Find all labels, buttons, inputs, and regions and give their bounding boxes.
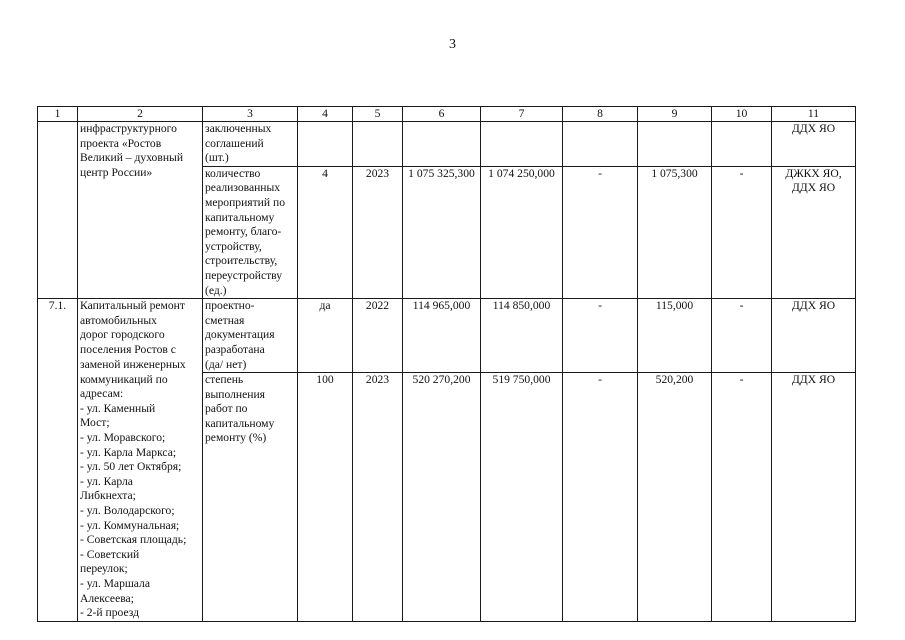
indicator-cell: проектно- сметная документация разработана (да/ нет)	[203, 299, 298, 373]
column-header: 5	[353, 107, 403, 122]
column-header: 1	[38, 107, 78, 122]
federal-cell: 519 750,000	[481, 373, 563, 622]
local-cell: 520,200	[638, 373, 712, 622]
column-header: 9	[638, 107, 712, 122]
item-name-cell: инфраструктурного проекта «Ростов Великий – духовный центр России»	[78, 122, 203, 299]
extra-cell: -	[712, 299, 772, 373]
column-header: 2	[78, 107, 203, 122]
regional-cell	[563, 122, 638, 167]
executor-cell: ДДХ ЯО	[772, 373, 856, 622]
executor-cell: ДДХ ЯО	[772, 299, 856, 373]
federal-cell: 1 074 250,000	[481, 166, 563, 298]
year-cell	[353, 122, 403, 167]
year-cell: 2023	[353, 166, 403, 298]
value-cell	[298, 122, 353, 167]
indicator-cell: заключенных соглашений (шт.)	[203, 122, 298, 167]
executor-cell: ДЖКХ ЯО, ДДХ ЯО	[772, 166, 856, 298]
total-cell: 1 075 325,300	[403, 166, 481, 298]
column-header: 7	[481, 107, 563, 122]
regional-cell: -	[563, 299, 638, 373]
extra-cell: -	[712, 373, 772, 622]
total-cell	[403, 122, 481, 167]
value-cell: да	[298, 299, 353, 373]
item-name-cell: Капитальный ремонт автомобильных дорог городского поселения Ростов с заменой инженерных	[78, 299, 203, 373]
total-cell: 114 965,000	[403, 299, 481, 373]
indicator-cell: количество реализованных мероприятий по капитальному ремонту, благо- устройству, строительству, переустройству (ед.)	[203, 166, 298, 298]
indicator-cell: степень выполнения работ по капитальному ремонту (%)	[203, 373, 298, 622]
table-row	[38, 299, 856, 373]
column-header: 4	[298, 107, 353, 122]
table-row	[38, 122, 856, 167]
column-header: 3	[203, 107, 298, 122]
table-row	[38, 373, 856, 622]
extra-cell	[712, 122, 772, 167]
regional-cell: -	[563, 373, 638, 622]
value-cell: 100	[298, 373, 353, 622]
executor-cell: ДДХ ЯО	[772, 122, 856, 167]
column-header: 8	[563, 107, 638, 122]
year-cell: 2023	[353, 373, 403, 622]
local-cell: 1 075,300	[638, 166, 712, 298]
value-cell: 4	[298, 166, 353, 298]
federal-cell	[481, 122, 563, 167]
table-header-row	[38, 107, 856, 122]
extra-cell: -	[712, 166, 772, 298]
regional-cell: -	[563, 166, 638, 298]
page-number: 3	[449, 37, 456, 52]
total-cell: 520 270,200	[403, 373, 481, 622]
column-header: 11	[772, 107, 856, 122]
row-number-cell: 7.1.	[38, 299, 78, 622]
row-number-cell	[38, 122, 78, 299]
item-name-cell: коммуникаций по адресам: - ул. Каменный Мост; - ул. Моравского; - ул. Карла Маркса; - ул. 50 лет Октября; - ул. Карла Либкнехта; - ул. Володарского; - ул. Коммунальная; - Советская площадь; - Советский переулок; - ул. Маршала Алексеева; - 2-й проезд	[78, 373, 203, 622]
program-table	[37, 106, 856, 622]
column-header: 10	[712, 107, 772, 122]
federal-cell: 114 850,000	[481, 299, 563, 373]
local-cell: 115,000	[638, 299, 712, 373]
column-header: 6	[403, 107, 481, 122]
local-cell	[638, 122, 712, 167]
year-cell: 2022	[353, 299, 403, 373]
